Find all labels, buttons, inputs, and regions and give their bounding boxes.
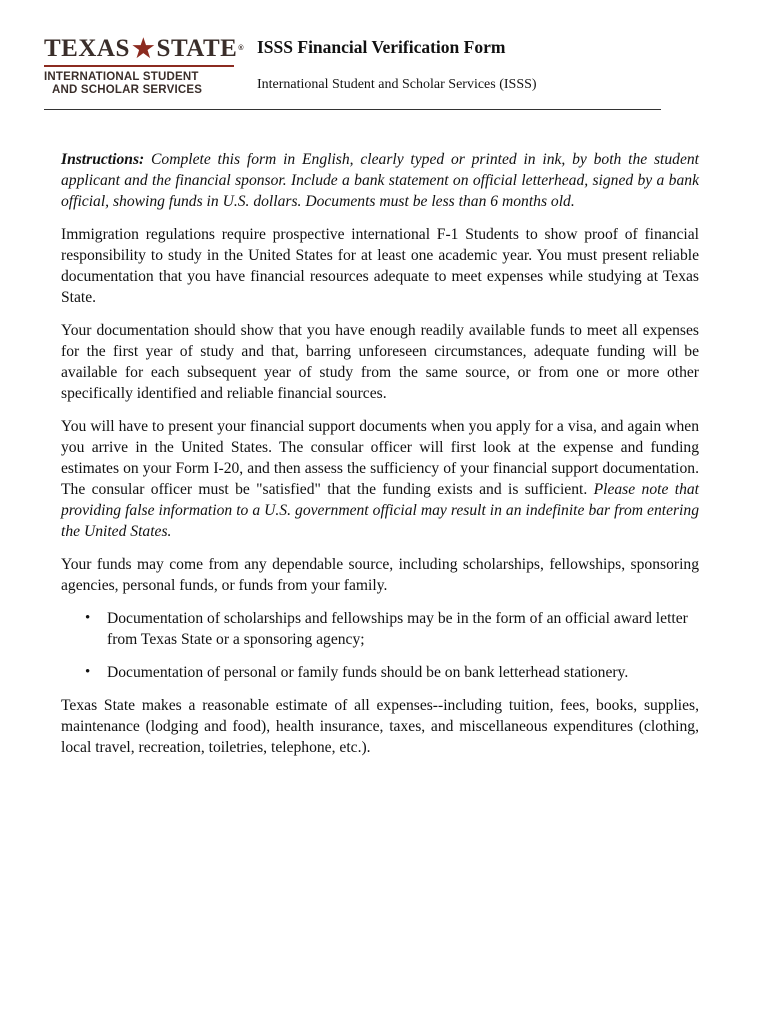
form-title: ISSS Financial Verification Form bbox=[257, 37, 506, 57]
list-item: • Documentation of scholarships and fellowships may be in the form of an official award letter from Texas State or a sponsoring agency; bbox=[61, 608, 699, 650]
instructions-paragraph bbox=[61, 149, 699, 212]
texas-state-isss-logo bbox=[44, 34, 244, 106]
form-subtitle: International Student and Scholar Services (ISSS) bbox=[257, 77, 537, 92]
header-divider bbox=[44, 109, 661, 110]
paragraph-immigration-regulations: Immigration regulations require prospective international F-1 Students to show proof of financial responsibility to study in the United States for at least one academic year. You must present reliable documentation that you have financial resources adequate to meet expenses while studying at Texas State. bbox=[61, 226, 699, 306]
logo-rule bbox=[44, 65, 234, 67]
false-information-warning: Please note that providing false information to a U.S. government official may result in an indefinite bar from entering the United States. bbox=[61, 481, 699, 540]
star-icon bbox=[131, 34, 156, 62]
document-body bbox=[61, 149, 699, 770]
logo-word-left: TEXAS bbox=[44, 34, 130, 62]
paragraph-visa-documents-text: You will have to present your financial support documents when you apply for a visa, and again when you arrive in the United States. The consular officer will first look at the expense and funding estimates on your Form I-20, and then assess the sufficiency of your financial support documentation. The consular officer must be "satisfied" that the funding exists and is sufficient. bbox=[61, 418, 699, 498]
logo-subtitle-line2: AND SCHOLAR SERVICES bbox=[52, 84, 203, 96]
paragraph-funding-sources: Your funds may come from any dependable source, including scholarships, fellowships, sponsoring agencies, personal funds, or funds from your family. bbox=[61, 556, 699, 594]
registered-mark: ® bbox=[238, 44, 244, 52]
logo-subtitle-line1: INTERNATIONAL STUDENT bbox=[44, 71, 199, 83]
paragraph-expense-estimate: Texas State makes a reasonable estimate of all expenses--including tuition, fees, books, supplies, maintenance (lodging and food), health insurance, taxes, and miscellaneous expenditures (clothing, local travel, recreation, toiletries, telephone, etc.). bbox=[61, 697, 699, 756]
instructions-label: Instructions: bbox=[61, 151, 145, 168]
logo-subtitle bbox=[44, 71, 244, 97]
paragraph-documentation-requirements: Your documentation should show that you have enough readily available funds to meet all expenses for the first year of study and that, barring unforeseen circumstances, adequate funding will be available for each subsequent year of study from the same source, or from one or more other specifically identified and reliable financial sources. bbox=[61, 322, 699, 402]
instructions-text: Complete this form in English, clearly typed or printed in ink, by both the student applicant and the financial sponsor. Include a bank statement on official letterhead, signed by a bank official, showing funds in U.S. dollars. Documents must be less than 6 months old. bbox=[61, 151, 699, 210]
list-item: • Documentation of personal or family funds should be on bank letterhead stationery. bbox=[61, 662, 699, 683]
logo-wordmark bbox=[44, 34, 244, 62]
paragraph-visa-documents bbox=[61, 416, 699, 542]
logo-word-right: STATE bbox=[156, 34, 238, 62]
documentation-bullet-list bbox=[61, 608, 699, 683]
